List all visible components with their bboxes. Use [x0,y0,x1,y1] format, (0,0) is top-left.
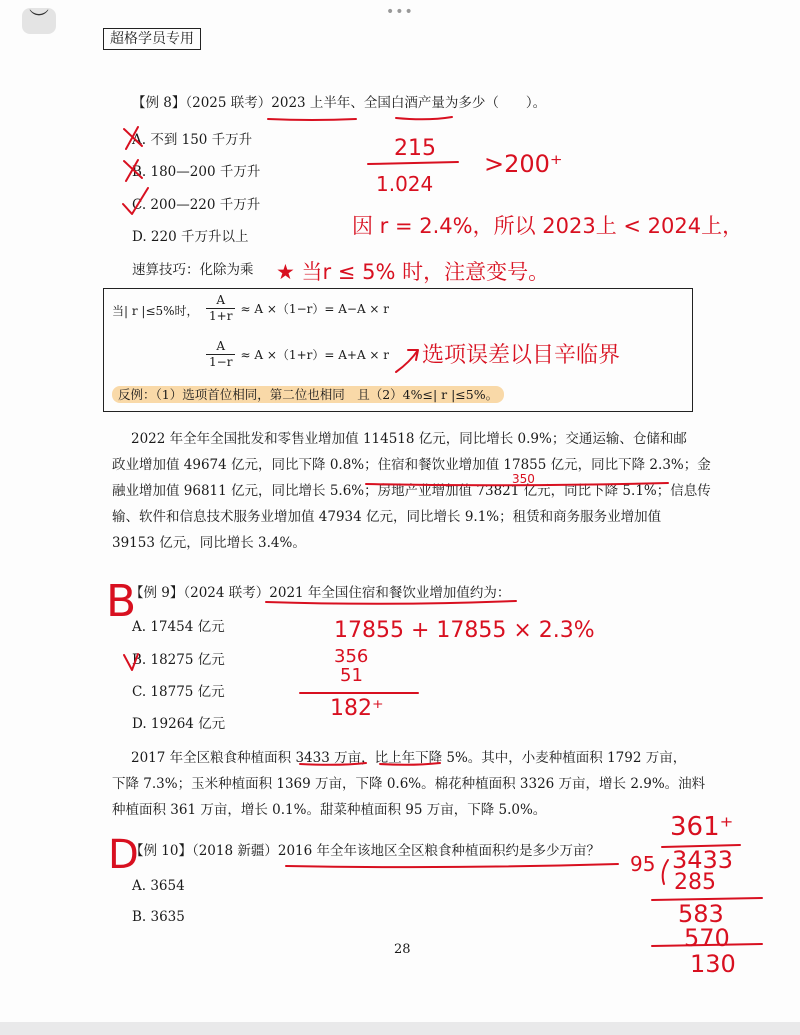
hw-ex9-350: 350 [512,472,535,486]
formula-2-num: A [206,339,235,355]
hw-ex8-reason: 因 r = 2.4%，所以 2023上 < 2024上， [352,214,744,238]
formula-1-num: A [206,293,235,309]
underline-passage2-drop [380,763,440,765]
page-header-label: 超格学员专用 [103,28,201,50]
hw-ex10-quotient: 361⁺ [670,812,734,842]
ex8-option-c: C. 200—220 千万升 [132,197,261,213]
ex8-option-b: B. 180—200 千万升 [132,164,261,180]
ex10-option-a: A. 3654 [132,878,185,894]
ex8-option-d: D. 220 千万升以上 [132,229,249,245]
underline-ex8-baijiu [396,117,452,119]
check-mark-ex9-b [124,654,138,670]
underline-passage2-area [300,763,366,765]
ex8-question: 【例 8】（2025 联考）2023 上半年、全国白酒产量为多少（ ）。 [132,95,547,111]
box-arrow [396,350,418,372]
passage-1-line: 政业增加值 49674 亿元，同比下降 0.8%；住宿和餐饮业增加值 17855 亿元，同比下降 2.3%；金 [112,457,711,473]
hw-ex8-frac-num: 215 [394,136,436,161]
hw-ex9-answer: B [106,576,137,627]
passage-1-line: 2022 年全年全国批发和零售业增加值 114518 亿元，同比增长 0.9%；交通运输、仓储和邮 [131,431,687,447]
ex8-tip: 速算技巧：化除为乘 [132,262,254,278]
passage-2-line: 种植面积 361 万亩，增长 0.1%。甜菜种植面积 95 万亩，下降 5.0%。 [112,802,547,818]
hw-ex10-divisor: 95 [630,852,656,876]
check-mark-c [123,188,148,214]
underline-ex10 [286,864,618,867]
hw-ex10-row2: 583 [678,900,724,928]
hw-ex8-gt: >200⁺ [484,150,563,178]
cross-mark-b [124,160,142,181]
hw-ex9-result: 182⁺ [330,696,384,721]
formula-2-den: 1−r [209,355,233,369]
hw-ex10-row4: 130 [690,950,736,978]
hw-ex10-row3: 570 [684,924,730,952]
ex10-question: 【例 10】（2018 新疆）2016 年全年该地区全区粮食种植面积约是多少万亩？ [130,843,601,859]
formula-counterexample: 反例：（1）选项首位相同，第二位也相同 且（2）4%≤| r |≤5%。 [112,385,504,403]
ex9-question: 【例 9】（2024 联考）2021 年全国住宿和餐饮业增加值约为： [130,585,511,601]
ex8-fraction-bar [368,162,458,164]
hw-ex9-356: 356 [334,646,369,667]
back-button[interactable]: ︶ [22,8,56,34]
more-menu-icon[interactable]: ••• [386,4,414,20]
cross-mark-a [124,127,142,149]
page-number: 28 [394,942,411,957]
passage-1-line: 融业增加值 96811 亿元，同比增长 5.6%；房地产业增加值 73821 亿元，同比下降 5.1%；信息传 [112,483,711,499]
passage-2-line: 2017 年全区粮食种植面积 3433 万亩，比上年下降 5%。其中，小麦种植面积 1792 万亩， [131,750,687,766]
hw-ex10-dividend: 3433 [672,846,734,874]
passage-1-line: 输、软件和信息技术服务业增加值 47934 亿元，同比增长 9.1%；租赁和商务服务业增加值 [112,509,662,525]
ex10-option-b: B. 3635 [132,909,185,925]
underline-ex8-2023 [268,119,356,120]
hw-ex9-calc: 17855 + 17855 × 2.3% [334,618,595,643]
formula-1-den: 1+r [209,309,233,323]
ex8-option-a: A. 不到 150 千万升 [132,132,253,148]
hw-ex8-frac-den: 1.024 [376,172,434,196]
ex9-option-d: D. 19264 亿元 [132,716,226,732]
hw-ex9-51: 51 [340,665,363,686]
ex9-option-a: A. 17454 亿元 [132,619,225,635]
hw-ex10-answer: D [108,832,139,878]
hw-ex10-row1: 285 [674,870,716,895]
ex9-option-c: C. 18775 亿元 [132,684,225,700]
passage-1-line: 39153 亿元，同比增长 3.4%。 [112,535,306,551]
ex9-option-b: B. 18275 亿元 [132,652,225,668]
passage-2-line: 下降 7.3%；玉米种植面积 1369 万亩，下降 0.6%。棉花种植面积 3326 万亩，增长 2.9%。油料 [112,776,706,792]
formula-1-rhs: ≈ A ×（1−r）= A−A × r [240,302,390,316]
hw-box-note: 选项误差以目辛临界 [422,343,621,368]
underline-ex9 [266,601,516,604]
hw-ex8-star-note: ★ 当r ≤ 5% 时，注意变号。 [276,260,550,284]
formula-condition: 当| r |≤5%时， [112,304,199,318]
formula-2-rhs: ≈ A ×（1+r）= A+A × r [240,348,390,362]
